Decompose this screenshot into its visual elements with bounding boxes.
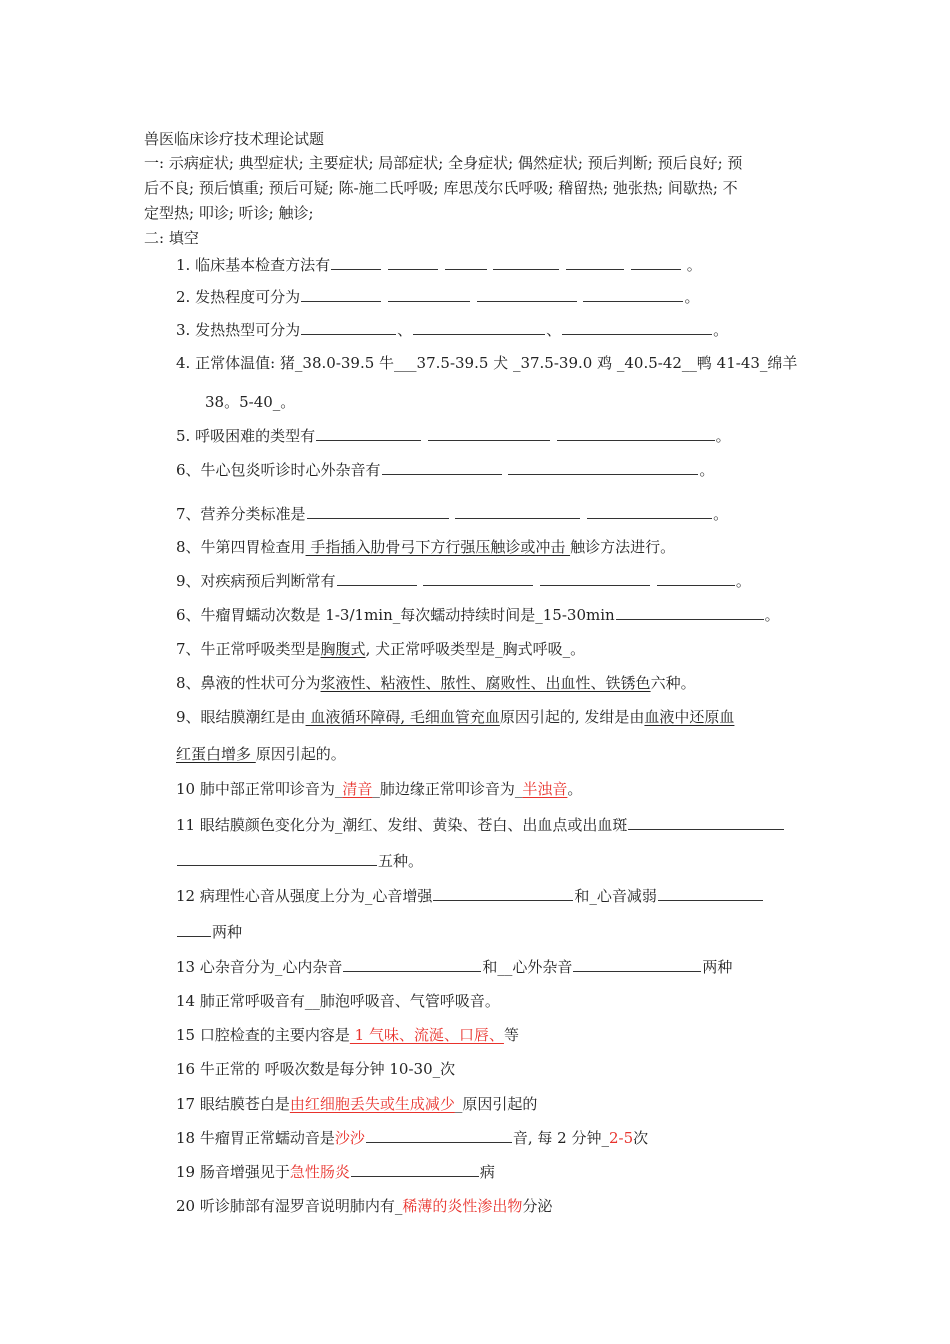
blank [343,957,481,972]
question-4: 4. 正常体温值: 猪_38.0-39.5 牛___37.5-39.5 犬 _37.5-39.0 鸡 _40.5-42__鸭 41-43_绵羊 [176,354,798,372]
question-20: 20 听诊肺部有湿罗音说明肺内有_稀薄的炎性渗出物分泌 [176,1197,553,1215]
answer: 半浊音 [522,780,568,798]
document-title: 兽医临床诊疗技术理论试题 [144,130,325,148]
answer: 稀薄的炎性渗出物 [402,1197,523,1215]
question-6b: 6、牛瘤胃蠕动次数是 1-3/1min_每次蠕动持续时间是_15-30min 。 [176,606,780,624]
question-9b: 9、眼结膜潮红是由 血液循环障碍, 毛细血管充血原因引起的, 发绀是由血液中还原血 [176,708,735,726]
question-7: 7、营养分类标准是 。 [176,505,729,523]
question-14: 14 肺正常呼吸音有__肺泡呼吸音、气管呼吸音。 [176,992,500,1010]
question-17: 17 眼结膜苍白是由红细胞丢失或生成减少_原因引起的 [176,1095,538,1113]
question-5: 5. 呼吸困难的类型有 。 [176,427,731,445]
answer: 红蛋白增多 [176,745,256,763]
question-18: 18 牛瘤胃正常蠕动音是沙沙 音, 每 2 分钟_2-5次 [176,1129,649,1147]
question-7b: 7、牛正常呼吸类型是胸腹式, 犬正常呼吸类型是_胸式呼吸_。 [176,640,586,658]
answer: 浆液性、粘液性、脓性、腐败性、出血性、铁锈色 [320,674,651,692]
question-15: 15 口腔检查的主要内容是 1 气味、流涎、口唇、等 [176,1026,519,1044]
blank [382,460,502,475]
blank [428,426,550,441]
blank [587,504,712,519]
blank [307,504,449,519]
answer: 胸腹式 [320,640,366,658]
question-11: 11 眼结膜颜色变化分为_潮红、发绀、黄染、苍白、出血点或出血斑 [176,815,785,835]
blank [301,287,381,302]
blank [445,255,487,270]
blank [657,571,735,586]
answer: 血液循环障碍, 毛细血管充血 [305,708,500,726]
blank [616,605,764,620]
question-8b: 8、鼻液的性状可分为浆液性、粘液性、脓性、腐败性、出血性、铁锈色六种。 [176,674,696,692]
answer: 血液中还原血 [644,708,735,726]
question-12-continued: 两种 [176,922,242,942]
section1-line1: 一: 示病症状; 典型症状; 主要症状; 局部症状; 全身症状; 偶然症状; 预后判断; 预后良好; 预 [144,154,743,172]
question-11-continued: 五种。 [176,851,423,871]
blank [455,504,580,519]
blank [388,287,470,302]
section1-line3: 定型热; 叩诊; 听诊; 触诊; [144,204,314,222]
blank [583,287,683,302]
blank [573,957,701,972]
blank [351,1162,479,1177]
blank [562,320,712,335]
question-16: 16 牛正常的 呼吸次数是每分钟 10-30_次 [176,1060,456,1078]
answer: 由红细胞丢失或生成减少 [289,1095,455,1113]
blank [493,255,559,270]
blank [433,886,573,901]
blank [477,287,577,302]
blank [557,426,715,441]
question-8: 8、牛第四胃检查用 手指插入肋骨弓下方行强压触诊或冲击 触诊方法进行。 [176,538,676,556]
blank [508,460,698,475]
answer: 2-5 [609,1129,634,1147]
question-9b-continued: 红蛋白增多 原因引起的。 [176,745,346,763]
blank [301,320,396,335]
section2-heading: 二: 填空 [144,229,199,247]
question-6: 6、牛心包炎听诊时心外杂音有 。 [176,461,715,479]
blank [413,320,545,335]
question-13: 13 心杂音分为_心内杂音 和__心外杂音 两种 [176,958,733,976]
question-1: 1. 临床基本检查方法有 。 [176,256,702,274]
blank [388,255,438,270]
blank [423,571,533,586]
answer: 1 气味、流涎、口唇、 [349,1026,504,1044]
answer: 急性肠炎 [289,1163,350,1181]
blank [540,571,650,586]
blank [331,255,381,270]
question-2: 2. 发热程度可分为 。 [176,288,700,306]
blank [337,571,417,586]
blank [631,255,681,270]
blank [628,815,784,830]
blank [566,255,624,270]
blank [658,886,763,901]
blank [366,1128,512,1143]
blank [177,922,211,937]
blank [316,426,421,441]
answer: 沙沙 [334,1129,365,1147]
question-9: 9、对疾病预后判断常有 。 [176,572,751,590]
question-12: 12 病理性心音从强度上分为_心音增强 和_心音减弱 [176,886,764,906]
question-4-continued: 38。5-40_。 [205,393,296,411]
question-3: 3. 发热热型可分为 、 、 。 [176,321,729,339]
blank [177,851,377,866]
answer: 清音 [342,780,373,798]
answer: 手指插入肋骨弓下方行强压触诊或冲击 [305,538,571,556]
question-19: 19 肠音增强见于急性肠炎 病 [176,1163,495,1181]
section1-line2: 后不良; 预后慎重; 预后可疑; 陈-施二氏呼吸; 库思茂尔氏呼吸; 稽留热; 弛张热; 间歇热; 不 [144,179,738,197]
question-10: 10 肺中部正常叩诊音为_清音_肺边缘正常叩诊音为_半浊音。 [176,780,583,798]
